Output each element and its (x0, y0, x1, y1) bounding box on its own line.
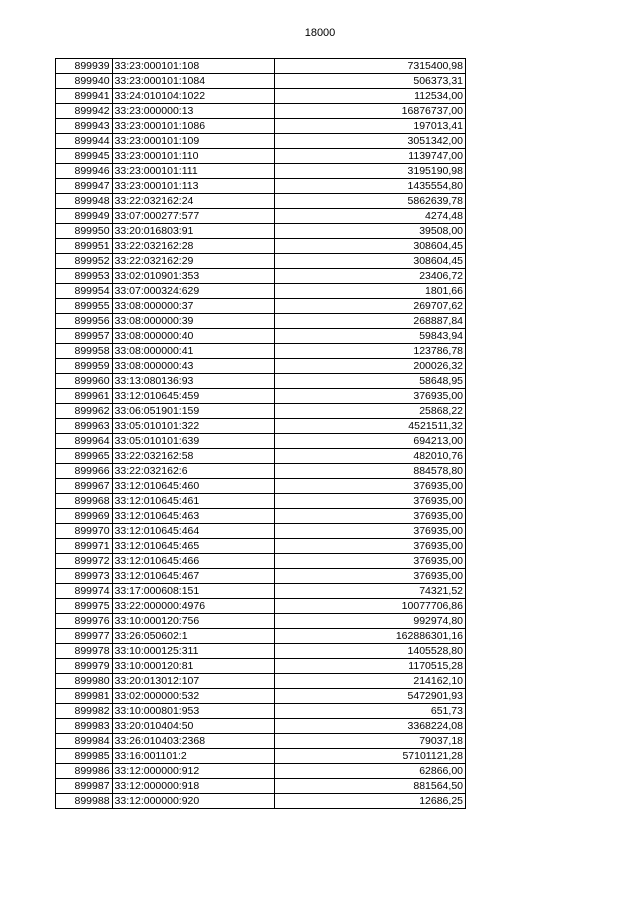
table-row (56, 119, 466, 134)
value-cell: 214162,10 (275, 674, 466, 689)
table-row (56, 779, 466, 794)
value-cell: 58648,95 (275, 374, 466, 389)
cadastral-number-cell: 33:22:032162:58 (112, 449, 275, 464)
row-id-cell: 899957 (56, 329, 113, 344)
row-id-cell: 899965 (56, 449, 113, 464)
row-id-cell: 899944 (56, 134, 113, 149)
cadastral-number-cell: 33:08:000000:39 (112, 314, 275, 329)
row-id-cell: 899980 (56, 674, 113, 689)
table-row (56, 209, 466, 224)
table-row (56, 584, 466, 599)
table-row (56, 509, 466, 524)
table-row (56, 644, 466, 659)
row-id-cell: 899987 (56, 779, 113, 794)
value-cell: 376935,00 (275, 389, 466, 404)
table-row (56, 59, 466, 74)
cadastral-number-cell: 33:07:000324:629 (112, 284, 275, 299)
cadastral-value-table (55, 58, 466, 809)
table-row (56, 719, 466, 734)
table-row (56, 254, 466, 269)
table-row (56, 134, 466, 149)
value-cell: 651,73 (275, 704, 466, 719)
table-row (56, 749, 466, 764)
value-cell: 7315400,98 (275, 59, 466, 74)
value-cell: 1139747,00 (275, 149, 466, 164)
cadastral-number-cell: 33:13:080136:93 (112, 374, 275, 389)
cadastral-number-cell: 33:17:000608:151 (112, 584, 275, 599)
table-row (56, 104, 466, 119)
table-row (56, 674, 466, 689)
table-row (56, 479, 466, 494)
table-row (56, 599, 466, 614)
cadastral-number-cell: 33:16:001101:2 (112, 749, 275, 764)
row-id-cell: 899948 (56, 194, 113, 209)
table-row (56, 284, 466, 299)
table-row (56, 434, 466, 449)
cadastral-number-cell: 33:23:000101:1084 (112, 74, 275, 89)
cadastral-number-cell: 33:24:010104:1022 (112, 89, 275, 104)
value-cell: 881564,50 (275, 779, 466, 794)
value-cell: 376935,00 (275, 539, 466, 554)
cadastral-number-cell: 33:22:032162:24 (112, 194, 275, 209)
cadastral-number-cell: 33:20:013012:107 (112, 674, 275, 689)
row-id-cell: 899950 (56, 224, 113, 239)
row-id-cell: 899978 (56, 644, 113, 659)
table-row (56, 299, 466, 314)
row-id-cell: 899941 (56, 89, 113, 104)
table-row (56, 239, 466, 254)
table-body (56, 59, 466, 809)
value-cell: 992974,80 (275, 614, 466, 629)
value-cell: 884578,80 (275, 464, 466, 479)
value-cell: 57101121,28 (275, 749, 466, 764)
row-id-cell: 899959 (56, 359, 113, 374)
row-id-cell: 899984 (56, 734, 113, 749)
value-cell: 23406,72 (275, 269, 466, 284)
table-row (56, 554, 466, 569)
cadastral-number-cell: 33:23:000000:13 (112, 104, 275, 119)
cadastral-number-cell: 33:23:000101:109 (112, 134, 275, 149)
table-row (56, 494, 466, 509)
cadastral-number-cell: 33:12:000000:920 (112, 794, 275, 809)
value-cell: 376935,00 (275, 569, 466, 584)
value-cell: 268887,84 (275, 314, 466, 329)
row-id-cell: 899983 (56, 719, 113, 734)
row-id-cell: 899945 (56, 149, 113, 164)
value-cell: 10077706,86 (275, 599, 466, 614)
table-row (56, 194, 466, 209)
table-row (56, 419, 466, 434)
table-row (56, 764, 466, 779)
cadastral-number-cell: 33:26:050602:1 (112, 629, 275, 644)
table-row (56, 614, 466, 629)
table-row (56, 569, 466, 584)
table-row (56, 389, 466, 404)
table-row (56, 269, 466, 284)
value-cell: 308604,45 (275, 254, 466, 269)
table-row (56, 89, 466, 104)
cadastral-number-cell: 33:06:051901:159 (112, 404, 275, 419)
value-cell: 123786,78 (275, 344, 466, 359)
row-id-cell: 899968 (56, 494, 113, 509)
value-cell: 376935,00 (275, 494, 466, 509)
row-id-cell: 899942 (56, 104, 113, 119)
row-id-cell: 899981 (56, 689, 113, 704)
cadastral-number-cell: 33:10:000801:953 (112, 704, 275, 719)
row-id-cell: 899972 (56, 554, 113, 569)
value-cell: 79037,18 (275, 734, 466, 749)
row-id-cell: 899960 (56, 374, 113, 389)
cadastral-number-cell: 33:12:010645:467 (112, 569, 275, 584)
table-row (56, 704, 466, 719)
cadastral-number-cell: 33:02:000000:532 (112, 689, 275, 704)
table-row (56, 404, 466, 419)
row-id-cell: 899954 (56, 284, 113, 299)
value-cell: 200026,32 (275, 359, 466, 374)
row-id-cell: 899973 (56, 569, 113, 584)
page-number: 18000 (304, 27, 336, 39)
cadastral-number-cell: 33:08:000000:37 (112, 299, 275, 314)
cadastral-number-cell: 33:20:016803:91 (112, 224, 275, 239)
table-row (56, 179, 466, 194)
table-row (56, 74, 466, 89)
cadastral-number-cell: 33:22:032162:29 (112, 254, 275, 269)
table-row (56, 794, 466, 809)
cadastral-number-cell: 33:12:010645:465 (112, 539, 275, 554)
table-row (56, 689, 466, 704)
row-id-cell: 899962 (56, 404, 113, 419)
row-id-cell: 899975 (56, 599, 113, 614)
cadastral-number-cell: 33:12:000000:918 (112, 779, 275, 794)
value-cell: 269707,62 (275, 299, 466, 314)
row-id-cell: 899974 (56, 584, 113, 599)
value-cell: 62866,00 (275, 764, 466, 779)
value-cell: 3195190,98 (275, 164, 466, 179)
cadastral-number-cell: 33:12:010645:461 (112, 494, 275, 509)
cadastral-number-cell: 33:12:010645:463 (112, 509, 275, 524)
value-cell: 1170515,28 (275, 659, 466, 674)
cadastral-number-cell: 33:23:000101:108 (112, 59, 275, 74)
row-id-cell: 899963 (56, 419, 113, 434)
cadastral-number-cell: 33:23:000101:1086 (112, 119, 275, 134)
cadastral-number-cell: 33:12:010645:464 (112, 524, 275, 539)
cadastral-number-cell: 33:12:010645:466 (112, 554, 275, 569)
row-id-cell: 899964 (56, 434, 113, 449)
row-id-cell: 899966 (56, 464, 113, 479)
table-row (56, 314, 466, 329)
row-id-cell: 899949 (56, 209, 113, 224)
value-cell: 5862639,78 (275, 194, 466, 209)
value-cell: 376935,00 (275, 509, 466, 524)
cadastral-number-cell: 33:12:010645:459 (112, 389, 275, 404)
table-row (56, 374, 466, 389)
row-id-cell: 899958 (56, 344, 113, 359)
value-cell: 25868,22 (275, 404, 466, 419)
row-id-cell: 899971 (56, 539, 113, 554)
cadastral-number-cell: 33:10:000120:81 (112, 659, 275, 674)
row-id-cell: 899961 (56, 389, 113, 404)
value-cell: 59843,94 (275, 329, 466, 344)
row-id-cell: 899970 (56, 524, 113, 539)
cadastral-number-cell: 33:02:010901:353 (112, 269, 275, 284)
table-row (56, 344, 466, 359)
row-id-cell: 899939 (56, 59, 113, 74)
cadastral-number-cell: 33:12:000000:912 (112, 764, 275, 779)
cadastral-number-cell: 33:22:000000:4976 (112, 599, 275, 614)
cadastral-number-cell: 33:05:010101:322 (112, 419, 275, 434)
row-id-cell: 899955 (56, 299, 113, 314)
row-id-cell: 899940 (56, 74, 113, 89)
table-row (56, 539, 466, 554)
value-cell: 482010,76 (275, 449, 466, 464)
row-id-cell: 899986 (56, 764, 113, 779)
row-id-cell: 899988 (56, 794, 113, 809)
cadastral-number-cell: 33:05:010101:639 (112, 434, 275, 449)
cadastral-number-cell: 33:08:000000:41 (112, 344, 275, 359)
cadastral-number-cell: 33:22:032162:28 (112, 239, 275, 254)
row-id-cell: 899956 (56, 314, 113, 329)
table-row (56, 149, 466, 164)
cadastral-number-cell: 33:23:000101:111 (112, 164, 275, 179)
value-cell: 1405528,80 (275, 644, 466, 659)
cadastral-number-cell: 33:07:000277:577 (112, 209, 275, 224)
value-cell: 112534,00 (275, 89, 466, 104)
value-cell: 197013,41 (275, 119, 466, 134)
value-cell: 376935,00 (275, 479, 466, 494)
row-id-cell: 899951 (56, 239, 113, 254)
row-id-cell: 899979 (56, 659, 113, 674)
table-row (56, 224, 466, 239)
row-id-cell: 899946 (56, 164, 113, 179)
table-row (56, 329, 466, 344)
row-id-cell: 899952 (56, 254, 113, 269)
cadastral-number-cell: 33:20:010404:50 (112, 719, 275, 734)
cadastral-number-cell: 33:12:010645:460 (112, 479, 275, 494)
cadastral-number-cell: 33:26:010403:2368 (112, 734, 275, 749)
table-row (56, 464, 466, 479)
value-cell: 1435554,80 (275, 179, 466, 194)
value-cell: 308604,45 (275, 239, 466, 254)
table-row (56, 359, 466, 374)
value-cell: 16876737,00 (275, 104, 466, 119)
value-cell: 4521511,32 (275, 419, 466, 434)
value-cell: 162886301,16 (275, 629, 466, 644)
row-id-cell: 899947 (56, 179, 113, 194)
table-row (56, 524, 466, 539)
row-id-cell: 899982 (56, 704, 113, 719)
value-cell: 3051342,00 (275, 134, 466, 149)
cadastral-number-cell: 33:08:000000:43 (112, 359, 275, 374)
value-cell: 1801,66 (275, 284, 466, 299)
cadastral-number-cell: 33:23:000101:113 (112, 179, 275, 194)
row-id-cell: 899985 (56, 749, 113, 764)
cadastral-number-cell: 33:22:032162:6 (112, 464, 275, 479)
row-id-cell: 899977 (56, 629, 113, 644)
table-row (56, 449, 466, 464)
cadastral-number-cell: 33:23:000101:110 (112, 149, 275, 164)
value-cell: 39508,00 (275, 224, 466, 239)
row-id-cell: 899967 (56, 479, 113, 494)
cadastral-number-cell: 33:10:000120:756 (112, 614, 275, 629)
value-cell: 12686,25 (275, 794, 466, 809)
value-cell: 376935,00 (275, 524, 466, 539)
table-row (56, 629, 466, 644)
value-cell: 3368224,08 (275, 719, 466, 734)
value-cell: 74321,52 (275, 584, 466, 599)
row-id-cell: 899969 (56, 509, 113, 524)
row-id-cell: 899953 (56, 269, 113, 284)
table-row (56, 164, 466, 179)
table-row (56, 659, 466, 674)
row-id-cell: 899943 (56, 119, 113, 134)
value-cell: 376935,00 (275, 554, 466, 569)
value-cell: 506373,31 (275, 74, 466, 89)
cadastral-number-cell: 33:08:000000:40 (112, 329, 275, 344)
value-cell: 694213,00 (275, 434, 466, 449)
value-cell: 4274,48 (275, 209, 466, 224)
row-id-cell: 899976 (56, 614, 113, 629)
value-cell: 5472901,93 (275, 689, 466, 704)
table-row (56, 734, 466, 749)
cadastral-number-cell: 33:10:000125:311 (112, 644, 275, 659)
